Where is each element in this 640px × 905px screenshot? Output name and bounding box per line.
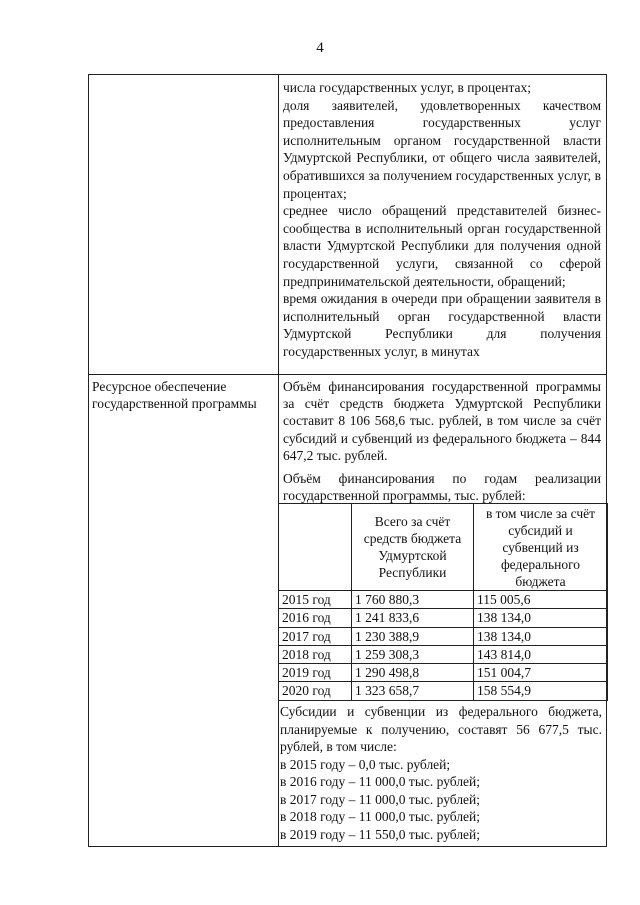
table-row [279, 627, 608, 645]
column-divider [278, 75, 279, 846]
financing-intro: Объём финансирования государственной программы за счёт средств бюджета Удмуртской Республики составит 8 106 568,6 тыс. рублей, в том числе за счёт субсидий и субвенций из федерального бюджета – 844 647,2 тыс. рублей. [283, 379, 601, 463]
financing-table [278, 503, 608, 701]
indicator-line: доля заявителей, удовлетворенных качеством предоставления государственных услуг исполнительным органом государственной власти Удмуртской Республики, от общего числа заявителей, обратившихся за получением государственных услуг, в процентах; [283, 97, 601, 201]
subsidies-block [280, 703, 602, 843]
program-passport-table [88, 74, 607, 847]
year-cell: 2017 год [279, 627, 352, 645]
subsidy-year-line: в 2017 году – 11 000,0 тыс. рублей; [280, 791, 481, 807]
year-cell: 2019 год [279, 664, 352, 682]
federal-cell: 138 134,0 [474, 627, 608, 645]
table-row [279, 591, 608, 609]
resource-section-label: Ресурсное обеспечение государственной программы [92, 379, 257, 411]
federal-cell: 138 134,0 [474, 609, 608, 627]
total-cell: 1 241 833,6 [352, 609, 474, 627]
financing-by-years-caption: Объём финансирования по годам реализации государственной программы, тыс. рублей: [283, 471, 601, 504]
table-header-cell [279, 504, 352, 591]
total-cell: 1 259 308,3 [352, 645, 474, 663]
table-row [279, 609, 608, 627]
table-header-cell: Всего за счёт средств бюджета Удмуртской Республики [352, 504, 474, 591]
total-cell: 1 760 880,3 [352, 591, 474, 609]
table-row [279, 682, 608, 700]
page-number: 4 [316, 40, 324, 56]
subsidy-year-line: в 2015 году – 0,0 тыс. рублей; [280, 756, 451, 772]
federal-cell: 115 005,6 [474, 591, 608, 609]
indicator-line: числа государственных услуг, в процентах; [283, 80, 532, 95]
total-cell: 1 230 388,9 [352, 627, 474, 645]
subsidy-year-line: в 2019 году – 11 550,0 тыс. рублей; [280, 826, 481, 842]
year-cell: 2018 год [279, 645, 352, 663]
table-row [279, 645, 608, 663]
year-cell: 2020 год [279, 682, 352, 700]
subsidy-year-line: в 2016 году – 11 000,0 тыс. рублей; [280, 774, 481, 789]
subsidy-year-line: в 2018 году – 11 000,0 тыс. рублей; [280, 809, 481, 824]
resource-section-text [283, 378, 601, 504]
indicators-cell [283, 79, 601, 361]
table-header-cell: в том числе за счёт субсидий и субвенций из федерального бюджета [474, 504, 608, 591]
indicator-line: среднее число обращений представителей бизнес-сообщества в исполнительный орган государственной власти Удмуртской Республики для получения одной государственной услуги, связанной со сферой предпринимательской деятельности, обращений; [283, 203, 601, 289]
table-row [279, 664, 608, 682]
year-cell: 2015 год [279, 591, 352, 609]
table-header-row [279, 504, 608, 591]
row-divider [89, 374, 606, 375]
federal-cell: 158 554,9 [474, 682, 608, 700]
subsidies-text: Субсидии и субвенции из федерального бюджета, планируемые к получению, составят 56 677,5 тыс. рублей, в том числе: [280, 704, 602, 754]
year-cell: 2016 год [279, 609, 352, 627]
federal-cell: 143 814,0 [474, 645, 608, 663]
indicator-line: время ожидания в очереди при обращении заявителя в исполнительный орган государственной власти Удмуртской Республики для получения государственных услуг, в минутах [283, 291, 601, 359]
total-cell: 1 323 658,7 [352, 682, 474, 700]
total-cell: 1 290 498,8 [352, 664, 474, 682]
federal-cell: 151 004,7 [474, 664, 608, 682]
